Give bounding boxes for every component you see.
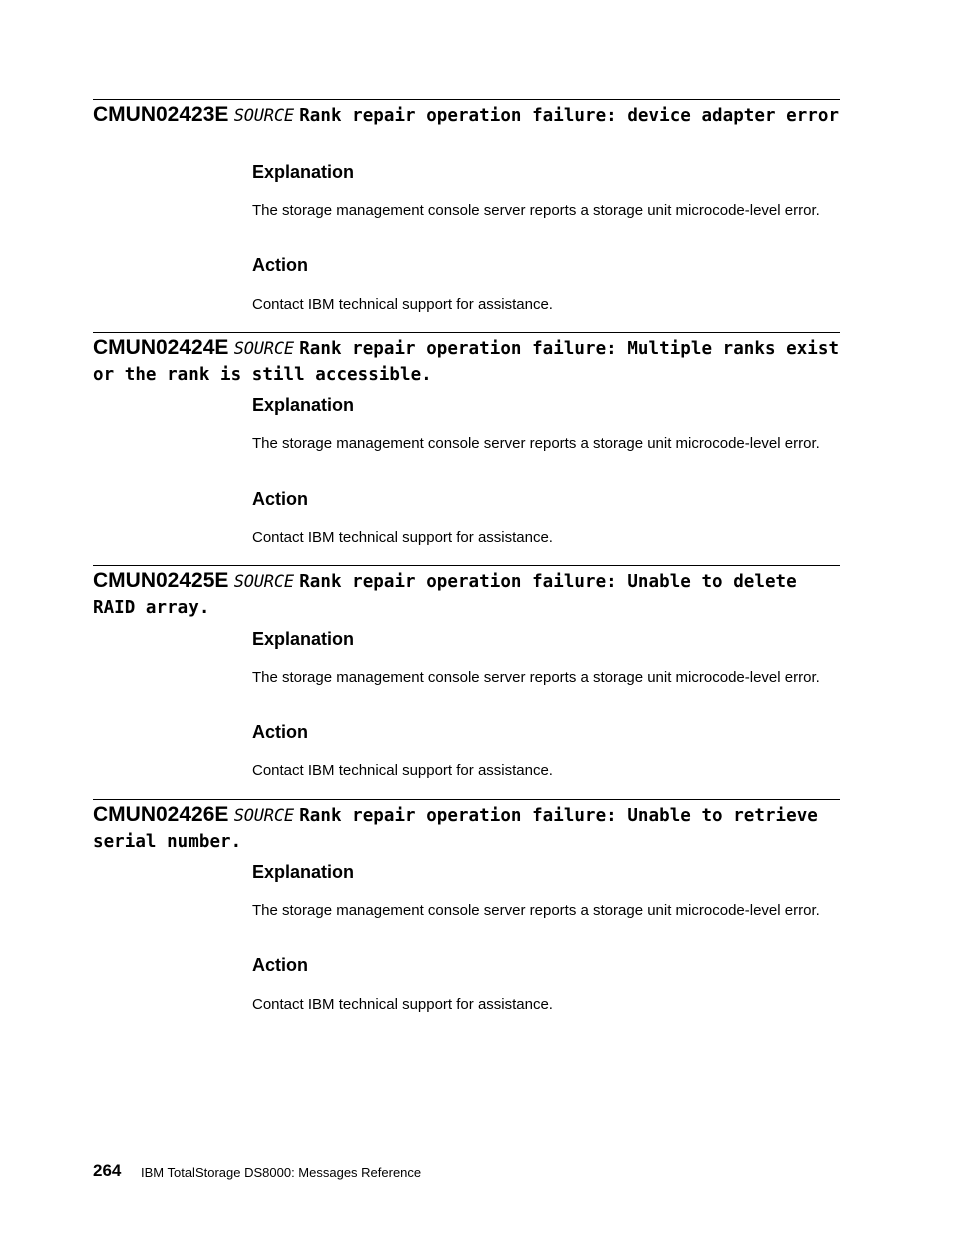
message-divider [93,565,840,566]
message-text: Rank repair operation failure: Unable to retrieve serial number. [93,806,818,852]
book-title: IBM TotalStorage DS8000: Messages Reference [141,1165,422,1180]
message-source: SOURCE [233,106,294,126]
action-text: Contact IBM technical support for assistance. [252,996,553,1013]
message-source: SOURCE [233,572,294,592]
action-text: Contact IBM technical support for assistance. [252,296,553,313]
action-text: Contact IBM technical support for assistance. [252,762,553,779]
message-heading [93,568,840,621]
action-heading: Action [252,489,308,509]
message-id: CMUN02426E [93,803,229,826]
action-heading: Action [252,955,308,975]
explanation-heading: Explanation [252,629,355,649]
explanation-text: The storage management console server reports a storage unit microcode-level error. [252,202,820,219]
explanation-text: The storage management console server reports a storage unit microcode-level error. [252,435,820,452]
message-id: CMUN02424E [93,336,229,359]
message-text: Rank repair operation failure: Unable to delete RAID array. [93,572,797,618]
message-text: Rank repair operation failure: device adapter error [299,106,840,126]
explanation-text: The storage management console server reports a storage unit microcode-level error. [252,669,820,686]
message-source: SOURCE [233,806,294,826]
message-divider [93,332,840,333]
action-heading: Action [252,722,308,742]
explanation-heading: Explanation [252,395,355,415]
explanation-heading: Explanation [252,162,355,182]
message-text: Rank repair operation failure: Multiple ranks exist or the rank is still accessible. [93,339,840,385]
message-divider [93,799,840,800]
explanation-text: The storage management console server reports a storage unit microcode-level error. [252,902,820,919]
message-divider [93,99,840,100]
message-id: CMUN02423E [93,103,229,126]
message-heading [93,102,840,129]
action-text: Contact IBM technical support for assistance. [252,529,553,546]
message-source: SOURCE [233,339,294,359]
message-id: CMUN02425E [93,569,229,592]
explanation-heading: Explanation [252,862,355,882]
page-number: 264 [93,1161,122,1180]
message-heading [93,802,840,855]
action-heading: Action [252,255,308,275]
message-heading [93,335,840,388]
